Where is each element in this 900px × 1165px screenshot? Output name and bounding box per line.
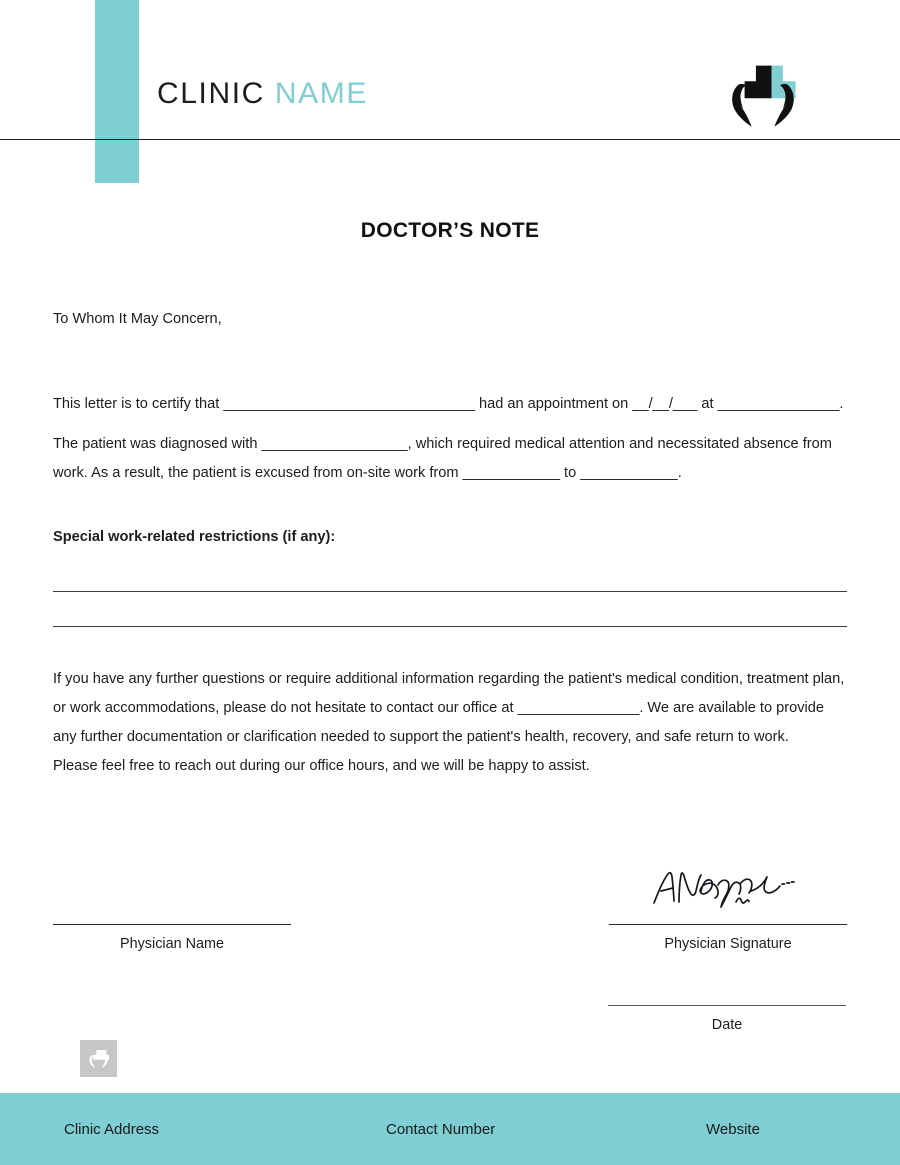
salutation: To Whom It May Concern, (53, 311, 222, 327)
contact-paragraph (53, 665, 847, 752)
watermark-logo-icon (88, 1048, 109, 1069)
footer-item-contact-number: Contact Number (386, 1120, 496, 1138)
restrictions-write-in-area (53, 571, 847, 627)
watermark-badge (80, 1040, 117, 1077)
page-footer (0, 1093, 900, 1165)
diagnosis-prefix-text: The patient was diagnosed with (53, 436, 262, 452)
office-contact-blank[interactable]: _______________ (517, 700, 640, 716)
restrictions-line-1[interactable] (53, 571, 847, 592)
contact-paragraph-block (53, 665, 847, 781)
diagnosis-paragraph (53, 430, 847, 488)
appointment-date-blank[interactable]: __/__/___ (632, 396, 698, 412)
certify-at-text: at (697, 396, 718, 412)
diagnosis-blank[interactable]: __________________ (261, 436, 408, 452)
page-header (0, 0, 900, 186)
appointment-time-blank[interactable]: _______________ (717, 396, 840, 412)
header-accent-bar (95, 0, 139, 183)
closing-paragraph: Please feel free to reach out during our office hours, and we will be happy to assist. (53, 758, 590, 774)
physician-name-line[interactable] (53, 924, 291, 925)
certification-paragraph (53, 390, 847, 419)
restrictions-line-2[interactable] (53, 606, 847, 627)
header-divider-rule (0, 139, 900, 140)
excused-from-date-blank[interactable]: ____________ (462, 465, 560, 481)
contact-suffix-text: . We are available to provide any further documentation or clarification needed to support the patient's health, recovery, and safe return to work. (53, 700, 825, 745)
physician-name-field (53, 924, 291, 952)
certify-prefix-text: This letter is to certify that (53, 396, 224, 412)
restrictions-heading: Special work-related restrictions (if any): (53, 529, 336, 545)
date-label: Date (711, 1017, 743, 1033)
date-field (608, 1005, 846, 1033)
footer-item-website: Website (706, 1120, 760, 1138)
excused-to-date-blank[interactable]: ____________ (580, 465, 678, 481)
contact-prefix-text: If you have any further questions or require additional information regarding the patient's medical condition, treatment plan, or work accommodations, please do not hesitate to contact our office at (53, 671, 845, 716)
date-line[interactable] (608, 1005, 846, 1006)
diagnosis-end-text: . (677, 465, 682, 481)
clinic-name (157, 79, 368, 109)
handwritten-signature-icon (651, 862, 801, 917)
diagnosis-to-text: to (560, 465, 581, 481)
document-body (53, 305, 847, 781)
physician-signature-field (609, 924, 847, 952)
clinic-cross-hands-logo-icon (727, 60, 799, 128)
patient-name-blank[interactable]: _______________________________ (223, 396, 475, 412)
clinic-name-secondary: NAME (274, 77, 368, 110)
certify-mid-text: had an appointment on (474, 396, 633, 412)
footer-items (0, 1093, 900, 1165)
physician-signature-line[interactable] (609, 924, 847, 925)
footer-item-clinic-address: Clinic Address (64, 1120, 160, 1138)
diagnosis-mid-text: , which required medical attention and necessitated absence from work. As a result, the patient is excused from on-site work from (53, 436, 832, 481)
physician-signature-label: Physician Signature (664, 936, 792, 952)
physician-name-label: Physician Name (120, 936, 224, 952)
certify-end-text: . (839, 396, 844, 412)
document-title: DOCTOR’S NOTE (360, 219, 540, 242)
clinic-name-primary: CLINIC (157, 77, 265, 110)
